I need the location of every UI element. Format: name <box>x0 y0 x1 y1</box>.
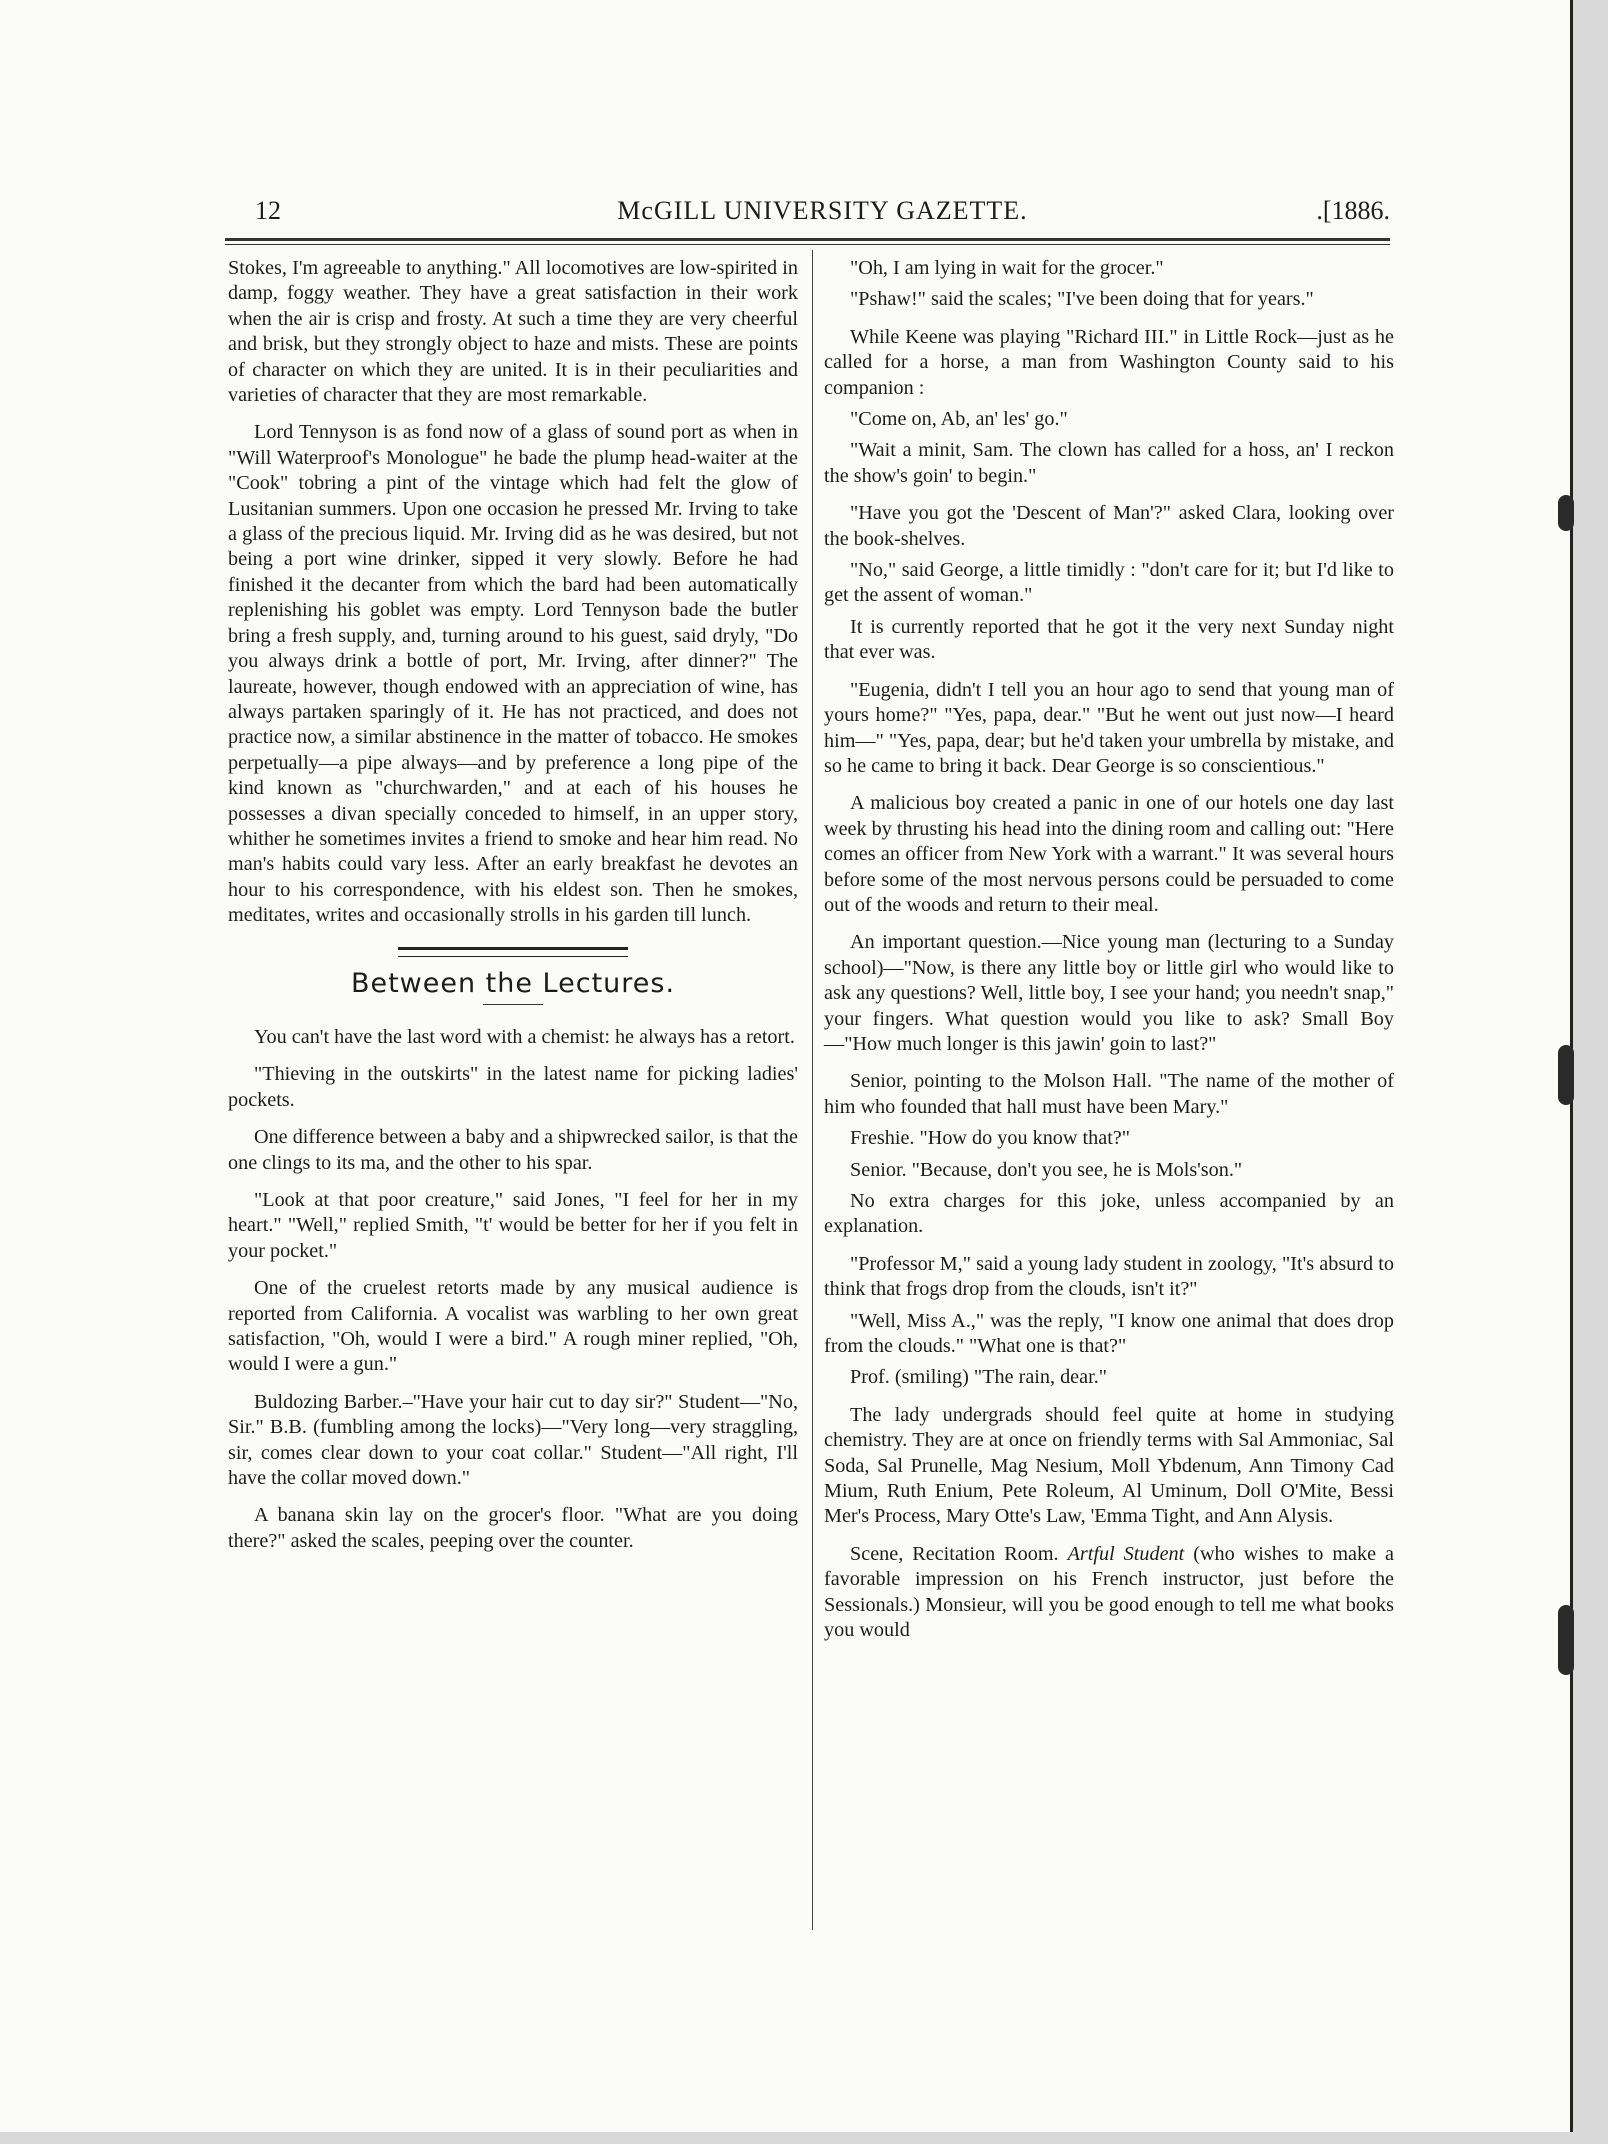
paragraph-baby-sailor: One difference between a baby and a shipwrecked sailor, is that the one clings to its ma, and the other to his spar. <box>228 1126 798 1174</box>
paragraph-california: One of the cruelest retorts made by any musical audience is reported from California. A vocalist was warbling to her own great satisfaction, "Oh, would I were a bird." A rough miner replied, "Oh, would I were a gun." <box>228 1277 798 1376</box>
paragraph-descent: "Have you got the 'Descent of Man'?" asked Clara, looking over the book-shelves. <box>824 502 1394 550</box>
paragraph-thieving: "Thieving in the outskirts" in the latest name for picking ladies' pockets. <box>228 1063 798 1111</box>
paragraph-senior: Senior. "Because, don't you see, he is Mols'son." <box>850 1158 1243 1181</box>
header-rule-thin <box>225 244 1390 245</box>
paragraph-no-extra: No extra charges for this joke, unless accompanied by an explanation. <box>824 1190 1394 1238</box>
paragraph-chemistry: The lady undergrads should feel quite at home in studying chemistry. They are at once on friendly terms with Sal Ammoniac, Sal Soda, Sal Prunelle, Mag Nesium, Moll Ybdenum, Ann Timony Cad Mium, Ruth Enium, Pete Roleum, Al Uminum, Doll O'Mite, Bessi Mer's Process, Mary Otte's Law, 'Emma Tight, and Ann Alysis. <box>824 1403 1394 1528</box>
issue-year: .[1886. <box>1316 196 1390 225</box>
paragraph-keene: While Keene was playing "Richard III." in Little Rock—just as he called for a horse, a man from Washington County said to his companion : <box>824 325 1394 399</box>
header-rule <box>225 238 1390 241</box>
section-title: Between the Lectures. <box>350 967 676 999</box>
paragraph-rain: Prof. (smiling) "The rain, dear." <box>850 1366 1107 1389</box>
section-short-rule <box>483 1004 543 1005</box>
paragraph-reported: It is currently reported that he got it the very next Sunday night that ever was. <box>824 615 1394 664</box>
paragraph-tennyson: Lord Tennyson is as fond now of a glass of sound port as when in "Will Waterproof's Monologue" he bade the plump head-waiter at the "Cook" tobring a pint of the vintage which had felt the glow of Lusitanian summers. Upon one occasion he pressed Mr. Irving to take a glass of the precious liquid. Mr. Irving did as he was desired, but not being a port wine drinker, sipped it very slowly. Before he had finished it the decanter from which the bard had been automatically replenishing his goblet was empty. Lord Tennyson bade the butler bring a fresh supply, and, turning around to his guest, said dryly, "Do you always drink a bottle of port, Mr. Irving, after dinner?" The laureate, however, though endowed with an appreciation of wine, has always partaken sparingly of it. He has not practiced, and does not practice now, a similar abstinence in the matter of tobacco. He smokes perpetually—a pipe always—and by preference a long pipe of the kind known as "churchwarden," and at each of his houses he possesses a divan specially conceded to himself, in an upper story, whither he sometimes invites a friend to smoke and hear him read. No man's habits could vary less. After an early breakfast he devotes an hour to his correspondence, with his eldest son. Then he smokes, meditates, writes and occasionally strolls in his garden till lunch. <box>228 421 798 927</box>
paragraph-malicious-boy: A malicious boy created a panic in one of our hotels one day last week by thrusting his head into the dining room and calling out: "Here comes an officer from New York with a warrant." It was several hours before some of the most nervous persons could be persuaded to come out of the woods and return to their meal. <box>824 792 1395 916</box>
paragraph-jones-smith: "Look at that poor creature," said Jones, "I feel for her in my heart." "Well," replied Smith, "t' would be better for her if you felt in your pocket." <box>228 1189 798 1262</box>
binding-mark <box>1558 1605 1574 1675</box>
paragraph-freshie: Freshie. "How do you know that?" <box>850 1127 1131 1150</box>
paragraph-locomotives: Stokes, I'm agreeable to anything." All locomotives are low-spirited in damp, foggy weather. They have a great satisfaction in their work when the air is crisp and frosty. At such a time they are very cheerful and brisk, but they strongly object to haze and mists. These are points of character on which they are united. It is in their peculiarities and varieties of character that they are most remarkable. <box>228 257 798 407</box>
paragraph-george: "No," said George, a little timidly : "don't care for it; but I'd like to get the assent of woman." <box>824 559 1394 607</box>
right-column <box>824 256 1394 1650</box>
paragraph-chemist: You can't have the last word with a chemist: he always has a retort. <box>254 1025 795 1048</box>
paragraph-wait-minit: "Wait a minit, Sam. The clown has called for a hoss, an' I reckon the show's goin' to begin." <box>824 439 1394 487</box>
left-column <box>228 256 798 1560</box>
paragraph-miss-a: "Well, Miss A.," was the reply, "I know one animal that does drop from the clouds." "What one is that?" <box>824 1309 1394 1358</box>
recitation-body: (who wishes to make a favorable impression on his French instructor, just before the Sessionals.) Monsieur, will you be good enough to tell me what books you would <box>824 1542 1395 1642</box>
column-divider <box>812 250 813 1930</box>
binding-mark <box>1558 495 1574 531</box>
paragraph-pshaw: "Pshaw!" said the scales; "I've been doing that for years." <box>850 288 1314 311</box>
binding-mark <box>1558 1045 1574 1105</box>
paragraph-grocer: "Oh, I am lying in wait for the grocer." <box>850 257 1164 279</box>
paragraph-barber: Buldozing Barber.–"Have your hair cut to day sir?" Student—"No, Sir." B.B. (fumbling among the locks)—"Very long—very straggling, sir, comes clear down to your coat collar." Student—"All right, I'll have the collar moved down." <box>228 1390 798 1490</box>
paragraph-banana: A banana skin lay on the grocer's floor. "What are you doing there?" asked the scales, peeping over the counter. <box>228 1504 798 1552</box>
paragraph-recitation <box>824 1542 1394 1644</box>
paragraph-professor: "Professor M," said a young lady student in zoology, "It's absurd to think that frogs drop from the clouds, isn't it?" <box>824 1252 1394 1301</box>
paragraph-come-on: "Come on, Ab, an' les' go." <box>850 408 1068 431</box>
paragraph-molson: Senior, pointing to the Molson Hall. "The name of the mother of him who founded that hall must have been Mary." <box>824 1070 1394 1118</box>
section-divider-rule <box>398 947 628 957</box>
page-number: 12 <box>255 196 281 225</box>
page-header <box>255 190 1390 230</box>
recitation-intro: Scene, Recitation Room. <box>850 1542 1059 1565</box>
publication-title: McGILL UNIVERSITY GAZETTE. <box>617 196 1028 225</box>
paragraph-eugenia: "Eugenia, didn't I tell you an hour ago to send that young man of yours home?" "Yes, papa, dear." "But he went out just now—I heard him—" "Yes, papa, dear; but he'd taken your umbrella by mistake, and so he came to bring it back. Dear George is so conscientious." <box>824 678 1394 777</box>
artful-student: Artful Student <box>1067 1542 1185 1565</box>
paragraph-question: An important question.—Nice young man (lecturing to a Sunday school)—"Now, is there any little boy or little girl who would like to ask any questions? Well, little boy, I see your hand; you needn't snap," your fingers. What question would you like to ask? Small Boy—"How much longer is this jawin' goin to last?" <box>824 931 1394 1055</box>
